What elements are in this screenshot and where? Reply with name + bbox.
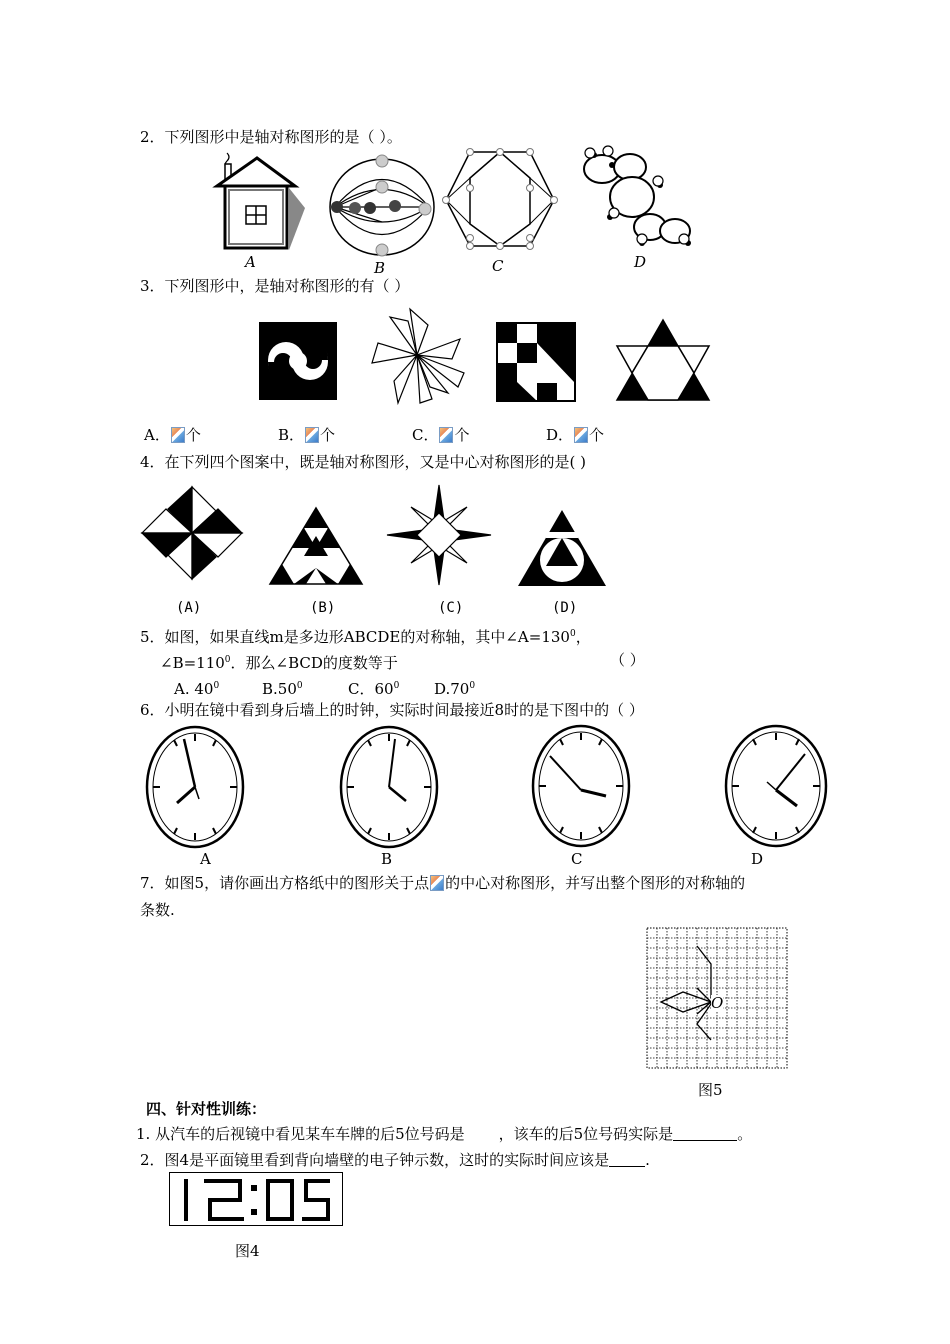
image-placeholder-icon: [430, 875, 444, 891]
q7-line2: 条数.: [140, 901, 175, 919]
compass-star-figure: [385, 483, 493, 587]
checker-square-figure: [496, 322, 576, 402]
figure5-caption: 图5: [698, 1081, 723, 1099]
windmill-figure: [140, 485, 244, 581]
q5-choice-b[interactable]: $B.50^0$: [262, 680, 303, 698]
answer-blank[interactable]: [609, 1152, 645, 1167]
clock-c: [530, 724, 632, 849]
q2-label-a: A: [245, 253, 256, 271]
q5-choice-c[interactable]: C．$60^0$: [348, 680, 400, 698]
tri-circle-figure: [516, 508, 608, 588]
q5-line1: 5．如图，如果直线m是多边形ABCDE的对称轴，其中$\angle A=130^0$，: [140, 628, 591, 646]
q4-label-d: (D): [552, 600, 578, 616]
q5-answer-blank[interactable]: （ ）: [610, 651, 645, 669]
q2-label-d: D: [634, 253, 647, 271]
q6-label-b: B: [381, 850, 393, 868]
pinwheel-figure: [368, 307, 466, 407]
q4-label-c: (C): [438, 600, 464, 616]
image-placeholder-icon: [574, 427, 588, 443]
atom-figure: [325, 152, 440, 262]
image-placeholder-icon: [305, 427, 319, 443]
q4-label-a: (A): [176, 600, 202, 616]
figure4-caption: 图4: [235, 1242, 260, 1260]
hexagon-figure: [448, 148, 558, 252]
q5-choice-a[interactable]: A. $40^0$: [174, 680, 220, 698]
clock-a: [144, 725, 246, 850]
q6-label-d: D: [751, 850, 764, 868]
practice-q2: 2．图4是平面镜里看到背向墙壁的电子钟示数，这时的实际时间应该是 .: [140, 1151, 650, 1169]
answer-blank[interactable]: [673, 1126, 737, 1141]
q6-label-c: C: [571, 850, 583, 868]
q6-text: 6．小明在镜中看到身后墙上的时钟，实际时间最接近8时的是下图中的（ ）: [140, 701, 644, 719]
q7-line1: 7．如图5，请你画出方格纸中的图形关于点 的中心对称图形，并写出整个图形的对称轴的: [140, 874, 746, 892]
q3-text: 3．下列图形中，是轴对称图形的有（ ）: [140, 277, 410, 295]
triangle-pattern-figure: [268, 506, 364, 586]
ring-square-figure: [259, 322, 337, 400]
q2-text: 2．下列图形中是轴对称图形的是（ ）。: [140, 128, 402, 146]
q2-label-b: B: [374, 259, 386, 277]
house-figure: [215, 150, 315, 255]
bear-figure: [580, 147, 700, 252]
digital-clock-digits: [170, 1173, 344, 1227]
q5-choice-d[interactable]: $D.70^0$: [434, 680, 476, 698]
q5-line2: $\angle B=110^0$．那么∠BCD的度数等于: [160, 654, 398, 672]
image-placeholder-icon: [171, 427, 185, 443]
grid-point-o: O: [711, 994, 724, 1012]
q3-option-a[interactable]: A． 个: [144, 426, 201, 444]
section-title: 四、针对性训练：: [146, 1100, 267, 1118]
digital-clock: [169, 1172, 343, 1226]
star-of-david-figure: [615, 318, 711, 402]
image-placeholder-icon: [439, 427, 453, 443]
q3-option-c[interactable]: C． 个: [412, 426, 470, 444]
clock-d: [723, 724, 829, 849]
q3-option-d[interactable]: D． 个: [546, 426, 605, 444]
practice-q1: 1. 从汽车的后视镜中看见某车车牌的后5位号码是 ，该车的后5位号码实际是 。: [136, 1125, 753, 1143]
q2-label-c: C: [492, 257, 504, 275]
q4-text: 4．在下列四个图案中，既是轴对称图形，又是中心对称图形的是( ): [140, 453, 587, 471]
q4-label-b: (B): [310, 600, 336, 616]
q3-option-b[interactable]: B． 个: [278, 426, 336, 444]
q6-label-a: A: [200, 850, 211, 868]
clock-b: [338, 725, 440, 850]
